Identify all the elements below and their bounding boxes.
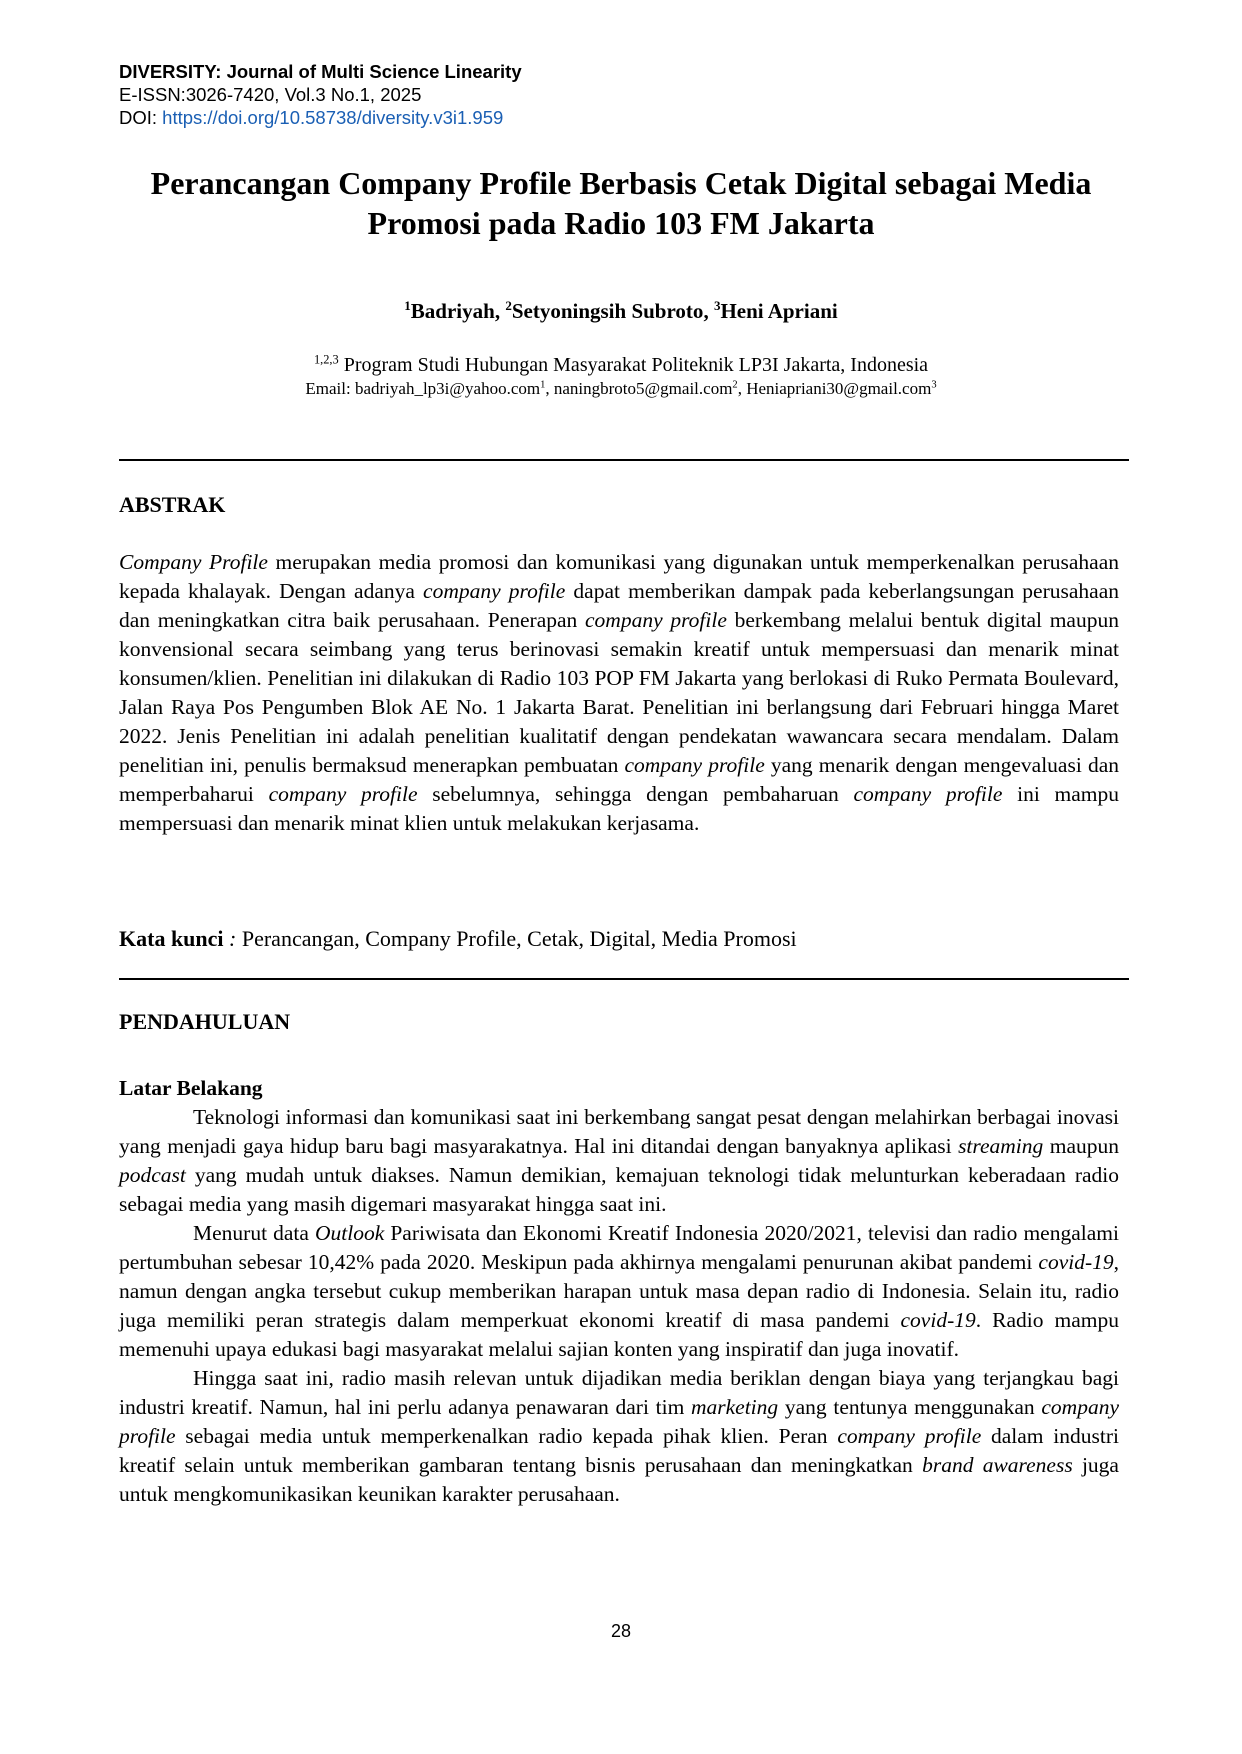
abstract-heading: ABSTRAK: [119, 492, 226, 517]
italic-text: podcast: [119, 1163, 186, 1187]
italic-text: company profile: [624, 753, 765, 777]
journal-header: [119, 60, 522, 129]
italic-text: streaming: [958, 1134, 1044, 1158]
email-label: Email:: [305, 379, 355, 398]
italic-text: covid-19: [1038, 1250, 1114, 1274]
italic-text: company profile: [423, 579, 566, 603]
text-run: merupakan media promosi dan komunikasi yang digunakan untuk memperkenalkan perusahaan kepada khalayak. Dengan adanya: [119, 550, 1119, 603]
keywords-label: Kata kunci: [119, 926, 224, 951]
italic-text: company profile: [853, 782, 1003, 806]
italic-text: marketing: [690, 1395, 779, 1419]
email-address[interactable]: naningbroto5@gmail.com: [553, 379, 733, 398]
author-name: Heni Apriani: [720, 299, 838, 323]
email-address[interactable]: badriyah_lp3i@yahoo.com: [354, 379, 541, 398]
text-run: yang menarik dengan mengevaluasi dan memperbaharui: [119, 753, 1119, 806]
abstract-body: [119, 548, 1119, 838]
affiliation-sup: 1,2,3: [313, 352, 339, 367]
text-run: . Radio mampu memenuhi upaya edukasi bagi masyarakat melalui sajian konten yang inspiratif dan juga inovatif.: [119, 1308, 1119, 1361]
italic-text: Outlook: [314, 1221, 385, 1245]
keywords-text: Perancangan, Company Profile, Cetak, Digital, Media Promosi: [241, 926, 797, 951]
paragraph: [119, 1364, 1119, 1509]
text-run: Hingga saat ini, radio masih relevan untuk dijadikan media beriklan dengan biaya yang terjangkau bagi industri kreatif. Namun, hal ini perlu adanya penawaran dari tim: [119, 1366, 1119, 1419]
text-run: Menurut data: [193, 1221, 315, 1245]
italic-text: company profile: [837, 1424, 982, 1448]
journal-issn: E-ISSN:3026-7420, Vol.3 No.1, 2025: [119, 84, 422, 105]
text-run: Teknologi informasi dan komunikasi saat ini berkembang sangat pesat dengan melahirkan berbagai inovasi yang menjadi gaya hidup baru bagi masyarakatnya. Hal ini ditandai dengan banyaknya aplikasi: [119, 1105, 1119, 1158]
page-number: 28: [610, 1621, 632, 1641]
article-title-line-1: Perancangan Company Profile Berbasis Cetak Digital sebagai Media: [150, 165, 1092, 201]
paragraph: [119, 1219, 1119, 1364]
author-sup: 2: [505, 298, 512, 313]
email-address[interactable]: Heniapriani30@gmail.com: [746, 379, 932, 398]
italic-text: company profile: [268, 782, 418, 806]
author-sup: 3: [713, 298, 721, 313]
text-run: yang mudah untuk diakses. Namun demikian, kemajuan teknologi tidak melunturkan keberadaan radio sebagai media yang masih digemari masyarakat hingga saat ini.: [119, 1163, 1119, 1216]
author-name: Setyoningsih Subroto: [511, 299, 704, 323]
text-run: dapat memberikan dampak pada keberlangsungan perusahaan dan meningkatkan citra baik perusahaan. Penerapan: [119, 579, 1119, 632]
affiliation-text: Program Studi Hubungan Masyarakat Politeknik LP3I Jakarta, Indonesia: [343, 354, 929, 376]
text-run: Pariwisata dan Ekonomi Kreatif Indonesia 2020/2021, televisi dan radio mengalami pertumbuhan sebesar 10,42% pada 2020. Meskipun pada akhirnya mengalami penurunan akibat pandemi: [119, 1221, 1119, 1274]
divider-bottom: [119, 978, 1129, 980]
email-sup: 1: [540, 379, 546, 391]
author-sup: 1: [404, 298, 411, 313]
italic-text: company profile: [119, 1395, 1119, 1448]
divider-top: [119, 459, 1129, 461]
doi-label: DOI:: [119, 107, 163, 128]
introduction-body: [119, 1103, 1119, 1509]
text-run: dalam industri kreatif selain untuk memberikan gambaran tentang bisnis perusahaan dan meningkatkan: [119, 1424, 1119, 1477]
paragraph: [119, 1103, 1119, 1219]
text-run: sebagai media untuk memperkenalkan radio kepada pihak klien. Peran: [175, 1424, 838, 1448]
journal-doi-line: [119, 106, 522, 129]
email-sup: 3: [931, 379, 937, 391]
italic-text: brand awareness: [922, 1453, 1073, 1477]
affiliation: [100, 353, 1142, 378]
text-run: sebelumnya, sehingga dengan pembaharuan: [417, 782, 854, 806]
text-run: berkembang melalui bentuk digital maupun konvensional secara seimbang yang terus berinovasi semakin kreatif untuk mempersuasi dan menarik minat konsumen/klien. Penelitian ini dilakukan di Radio 103 POP FM Jakarta yang berlokasi di Ruko Permata Boulevard, Jalan Raya Pos Pengumben Blok AE No. 1 Jakarta Barat. Penelitian ini berlangsung dari Februari hingga Maret 2022. Jenis Penelitian ini adalah penelitian kualitatif dengan pendekatan wawancara secara mendalam. Dalam penelitian ini, penulis bermaksud menerapkan pembuatan: [119, 608, 1119, 777]
italic-text: Company Profile: [119, 550, 268, 574]
article-title-line-2: Promosi pada Radio 103 FM Jakarta: [367, 205, 875, 241]
text-run: maupun: [1043, 1134, 1119, 1158]
journal-name: DIVERSITY: Journal of Multi Science Linearity: [119, 61, 522, 82]
email-list: Email: badriyah_lp3i@yahoo.com$^1$, naningbroto5@gmail.com$^2$, Heniapriani30@gmail.com$^3$: [305, 379, 937, 398]
email-sup: 2: [732, 379, 738, 391]
article-title: [100, 163, 1142, 243]
text-run: yang tentunya menggunakan: [778, 1395, 1042, 1419]
keywords-separator: :: [223, 926, 242, 951]
doi-link[interactable]: https://doi.org/10.58738/diversity.v3i1.959: [162, 107, 504, 128]
subsection-heading-latar-belakang: Latar Belakang: [119, 1076, 263, 1100]
keywords: [119, 925, 797, 953]
author-list: $^1$Badriyah, $^2$Setyoningsih Subroto, $^3$Heni Apriani: [404, 298, 838, 323]
author-name: Badriyah: [410, 299, 495, 323]
text-run: juga untuk mengkomunikasikan keunikan karakter perusahaan.: [119, 1453, 1119, 1506]
italic-text: covid-19: [900, 1308, 976, 1332]
italic-text: company profile: [585, 608, 727, 632]
section-heading-pendahuluan: PENDAHULUAN: [119, 1009, 291, 1034]
text-run: , namun dengan angka tersebut cukup memberikan harapan untuk masa depan radio di Indonesia. Selain itu, radio juga memiliki peran strategis dalam memperkuat ekonomi kreatif di masa pandemi: [119, 1250, 1119, 1332]
text-run: ini mampu mempersuasi dan menarik minat klien untuk melakukan kerjasama.: [119, 782, 1119, 835]
